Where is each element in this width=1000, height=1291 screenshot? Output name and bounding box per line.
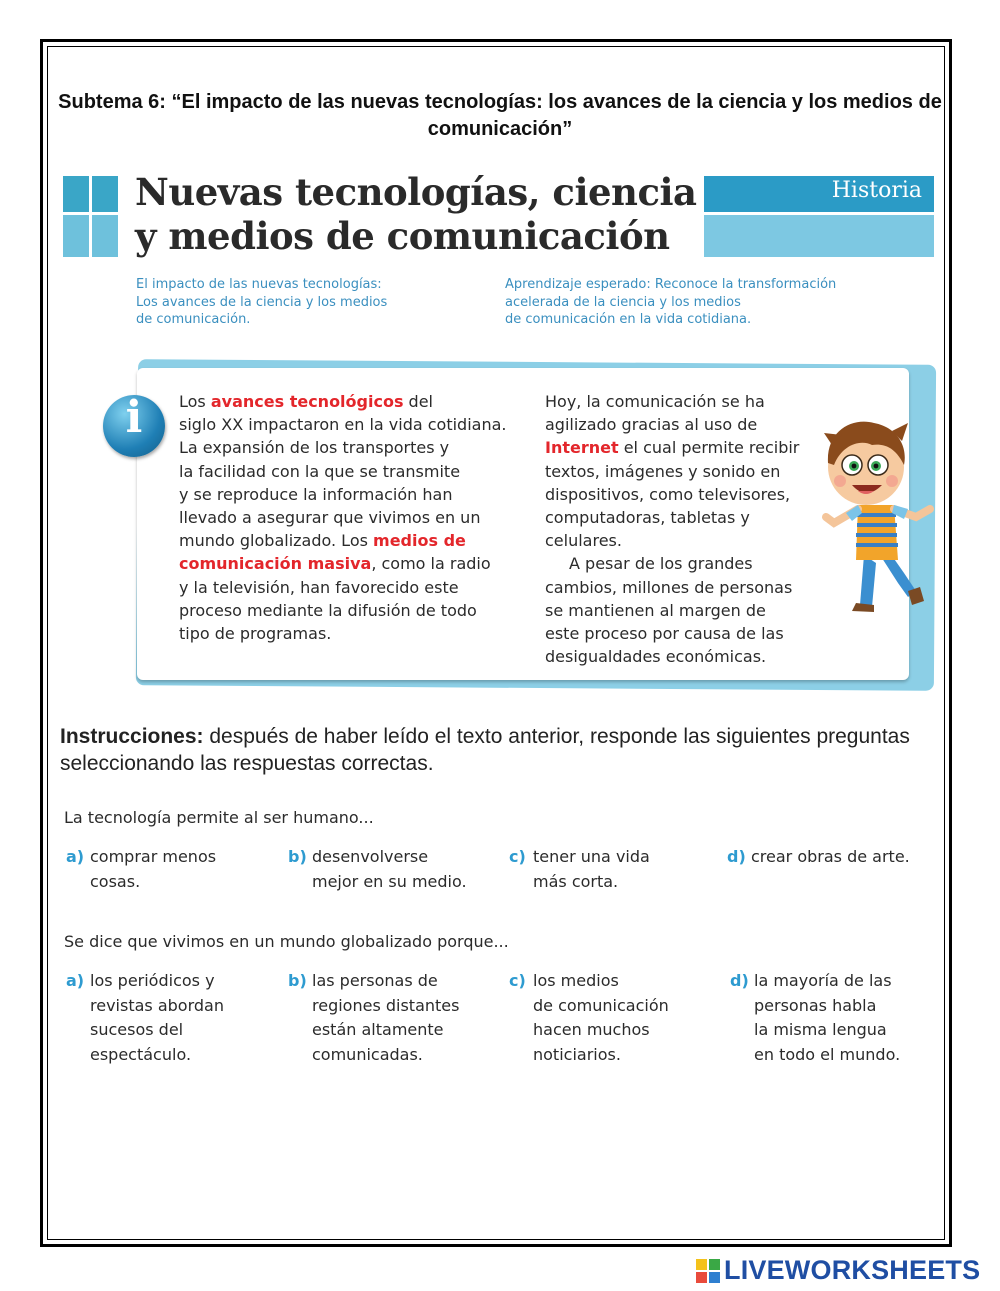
info-text-column-2: Hoy, la comunicación se ha agilizado gracias al uso de Internet el cual permite recibir textos, imágenes y sonido en dispositivos, como televisores, computadoras, tabletas y celulares. A pesar de los grandes cambios, millones de personas se mantienen al margen de este proceso por causa de las desigualdades económicas. bbox=[545, 392, 800, 667]
subtema-heading: Subtema 6: “El impacto de las nuevas tecnologías: los avances de la ciencia y los medios de comunicación” bbox=[58, 91, 942, 140]
instructions: Instrucciones: después de haber leído el texto anterior, responde las siguientes preguntas seleccionando las respuestas correctas. bbox=[60, 725, 910, 775]
subtitle-topic: El impacto de las nuevas tecnologías: Los avances de la ciencia y los medios de comunicación. bbox=[136, 277, 388, 327]
question-1-prompt: La tecnología permite al ser humano... bbox=[64, 808, 374, 827]
info-text-column-1: Los avances tecnológicos del siglo XX impactaron en la vida cotidiana. La expansión de los transportes y la facilidad con la que se transmite y se reproduce la información han llevado a asegurar que vivimos en un mundo globalizado. Los medios de comunicación masiva, como la radio y la televisión, han favorecido este proceso mediante la difusión de todo tipo de programas. bbox=[179, 392, 507, 644]
liveworksheets-logo-icon bbox=[696, 1259, 722, 1283]
subject-label: Historia bbox=[831, 178, 922, 203]
info-icon-letter: i bbox=[125, 392, 143, 443]
liveworksheets-brand: LIVEWORKSHEETS bbox=[724, 1255, 981, 1285]
question-2-prompt: Se dice que vivimos en un mundo globalizado porque... bbox=[64, 932, 509, 951]
subtitle-learning-goal: Aprendizaje esperado: Reconoce la transformación acelerada de la ciencia y los medios de comunicación en la vida cotidiana. bbox=[505, 277, 837, 327]
main-title: Nuevas tecnologías, ciencia y medios de comunicación bbox=[135, 170, 697, 258]
cartoon-boy-illustration bbox=[812, 405, 942, 615]
subject-band-lower bbox=[704, 212, 934, 257]
